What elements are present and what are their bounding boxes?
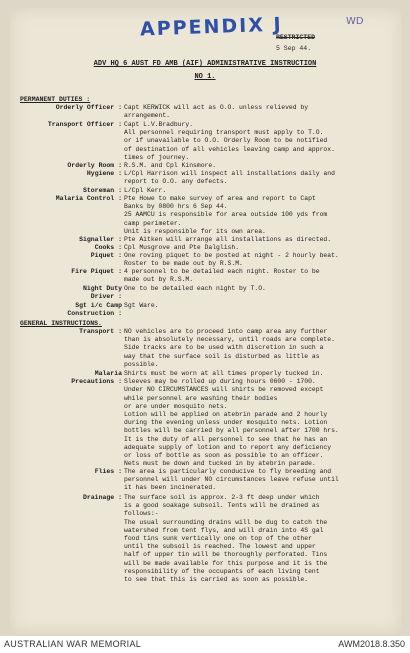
instruction-text: NO vehicles are to proceed into camp area any further than is absolutely necessary, until roads are complete. Side tracks are to be used with discretion in such a way that the surface soil is disturbed as little as possible. [124,328,335,368]
handwritten-appendix-label: APPENDIX J [139,13,283,41]
duty-text: One to be detailed each night by T.O. [124,285,266,292]
duty-label: Fire Piquet : [71,268,122,275]
duty-text: L/Cpl Kerr. [124,187,167,194]
duty-label: Hygiene : [86,170,122,177]
duty-label: Signaller : [79,236,122,243]
instruction-label: Transport : [79,328,122,335]
duty-label: Night Duty Driver : [82,285,122,301]
instruction-text: Shirts must be worn at all times properly tucked in. Sleeves may be rolled up during hours 0600 - 1700. Under NO CIRCUMSTANCES will shirts be removed except while personnel are washing their bodies or are under mosquito nets. Lotion will be applied on atebrin parade and 2 hourly during the evening unless under mosquito nets. Lotion bottles will be carried by all personnel after 1700 hrs. It is the duty of all personnel to see that he has an adequate supply of lotion and to report any deficiency or loss of bottle as soon as possible to an officer. Nets must be down and tucked in by atebrin parade. [124,370,339,468]
duty-text: Cpl Musgrove and Pte Dalglish. [124,244,240,251]
instruction-label: Flies : [94,468,122,475]
duty-text: Pte Howe to make survey of area and report to Capt Banks by 0800 hrs 6 Sep 44. 25 AAMCU is responsible for area outside 100 yds from camp perimeter. Unit is responsible for its own area. [124,195,328,235]
duty-label: Orderly Room : [67,162,122,169]
instruction-label: Malaria Precautions : [71,370,122,386]
instruction-text: The area is particularly conducive to fly breeding and personnel will under NO circumstances leave refuse until it has been incinerated. [124,468,339,492]
duty-text: Pte Aitken will arrange all installations as directed. [124,236,332,243]
duty-label: Transport Officer : [47,121,122,128]
duty-text: Capt KERWICK will act as O.O. unless relieved by arrangement. [124,104,309,120]
duty-label: Cooks : [94,244,122,251]
duty-label: Malaria Control : [55,195,122,202]
section-heading-general: GENERAL INSTRUCTIONS. [20,320,102,327]
archive-footer [0,636,410,653]
duty-label: Orderly Officer : [55,104,122,111]
duty-text: L/Cpl Harrison will inspect all installations daily and report to O.O. any defects. [124,170,335,186]
duty-label: Piquet : [90,252,122,259]
duty-label: Sgt i/c Camp Construction : [67,302,122,318]
section-heading-permanent: PERMANENT DUTIES : [20,96,91,103]
instruction-text: The surface soil is approx. 2-3 ft deep under which is a good soakage subsoil. Tents will be drained as follows:- The usual surrounding drains will be dug to catch the watershed from tent flys, and will drain into 4S gal food tins sunk vertically one on top of the other until the subsoil is reached. The lowest and upper half of upper tin will be thoroughly perforated. Tins will be made available for this purpose and it is the responsibility of the occupants of each living tent to see that this is carried as soon as possible. [124,494,328,584]
duty-label: Storeman : [82,187,122,194]
duty-text: One roving piquet to be posted at night - 2 hourly beat. Roster to be made out by R.S.M. [124,252,339,268]
instruction-number: NO 1. [194,73,216,81]
handwritten-corner-note: WD [346,16,364,27]
document-date: 5 Sep 44. [276,45,312,52]
duty-text: Sgt Ware. [124,302,159,309]
instruction-label: Drainage : [82,494,122,501]
document-title: ADV HQ 6 AUST FD AMB (AIF) ADMINISTRATIVE INSTRUCTION [93,60,317,68]
duty-text: Capt L.V.Bradbury. All personnel requiring transport must apply to T.O. or if unavailable to O.O. Orderly Room to be notified of destination of all vehicles leaving camp and approx. times of journey. [124,121,335,161]
classification-mark: RESTRICTED [276,34,316,41]
duty-text: R.S.M. and Cpl Kinsmore. [124,162,217,169]
footer-accession-number: AWM2018.8.350 [338,639,405,649]
duty-text: 4 personnel to be detailed each night. Roster to be made out by R.S.M. [124,268,320,284]
footer-institution: AUSTRALIAN WAR MEMORIAL [4,639,142,649]
